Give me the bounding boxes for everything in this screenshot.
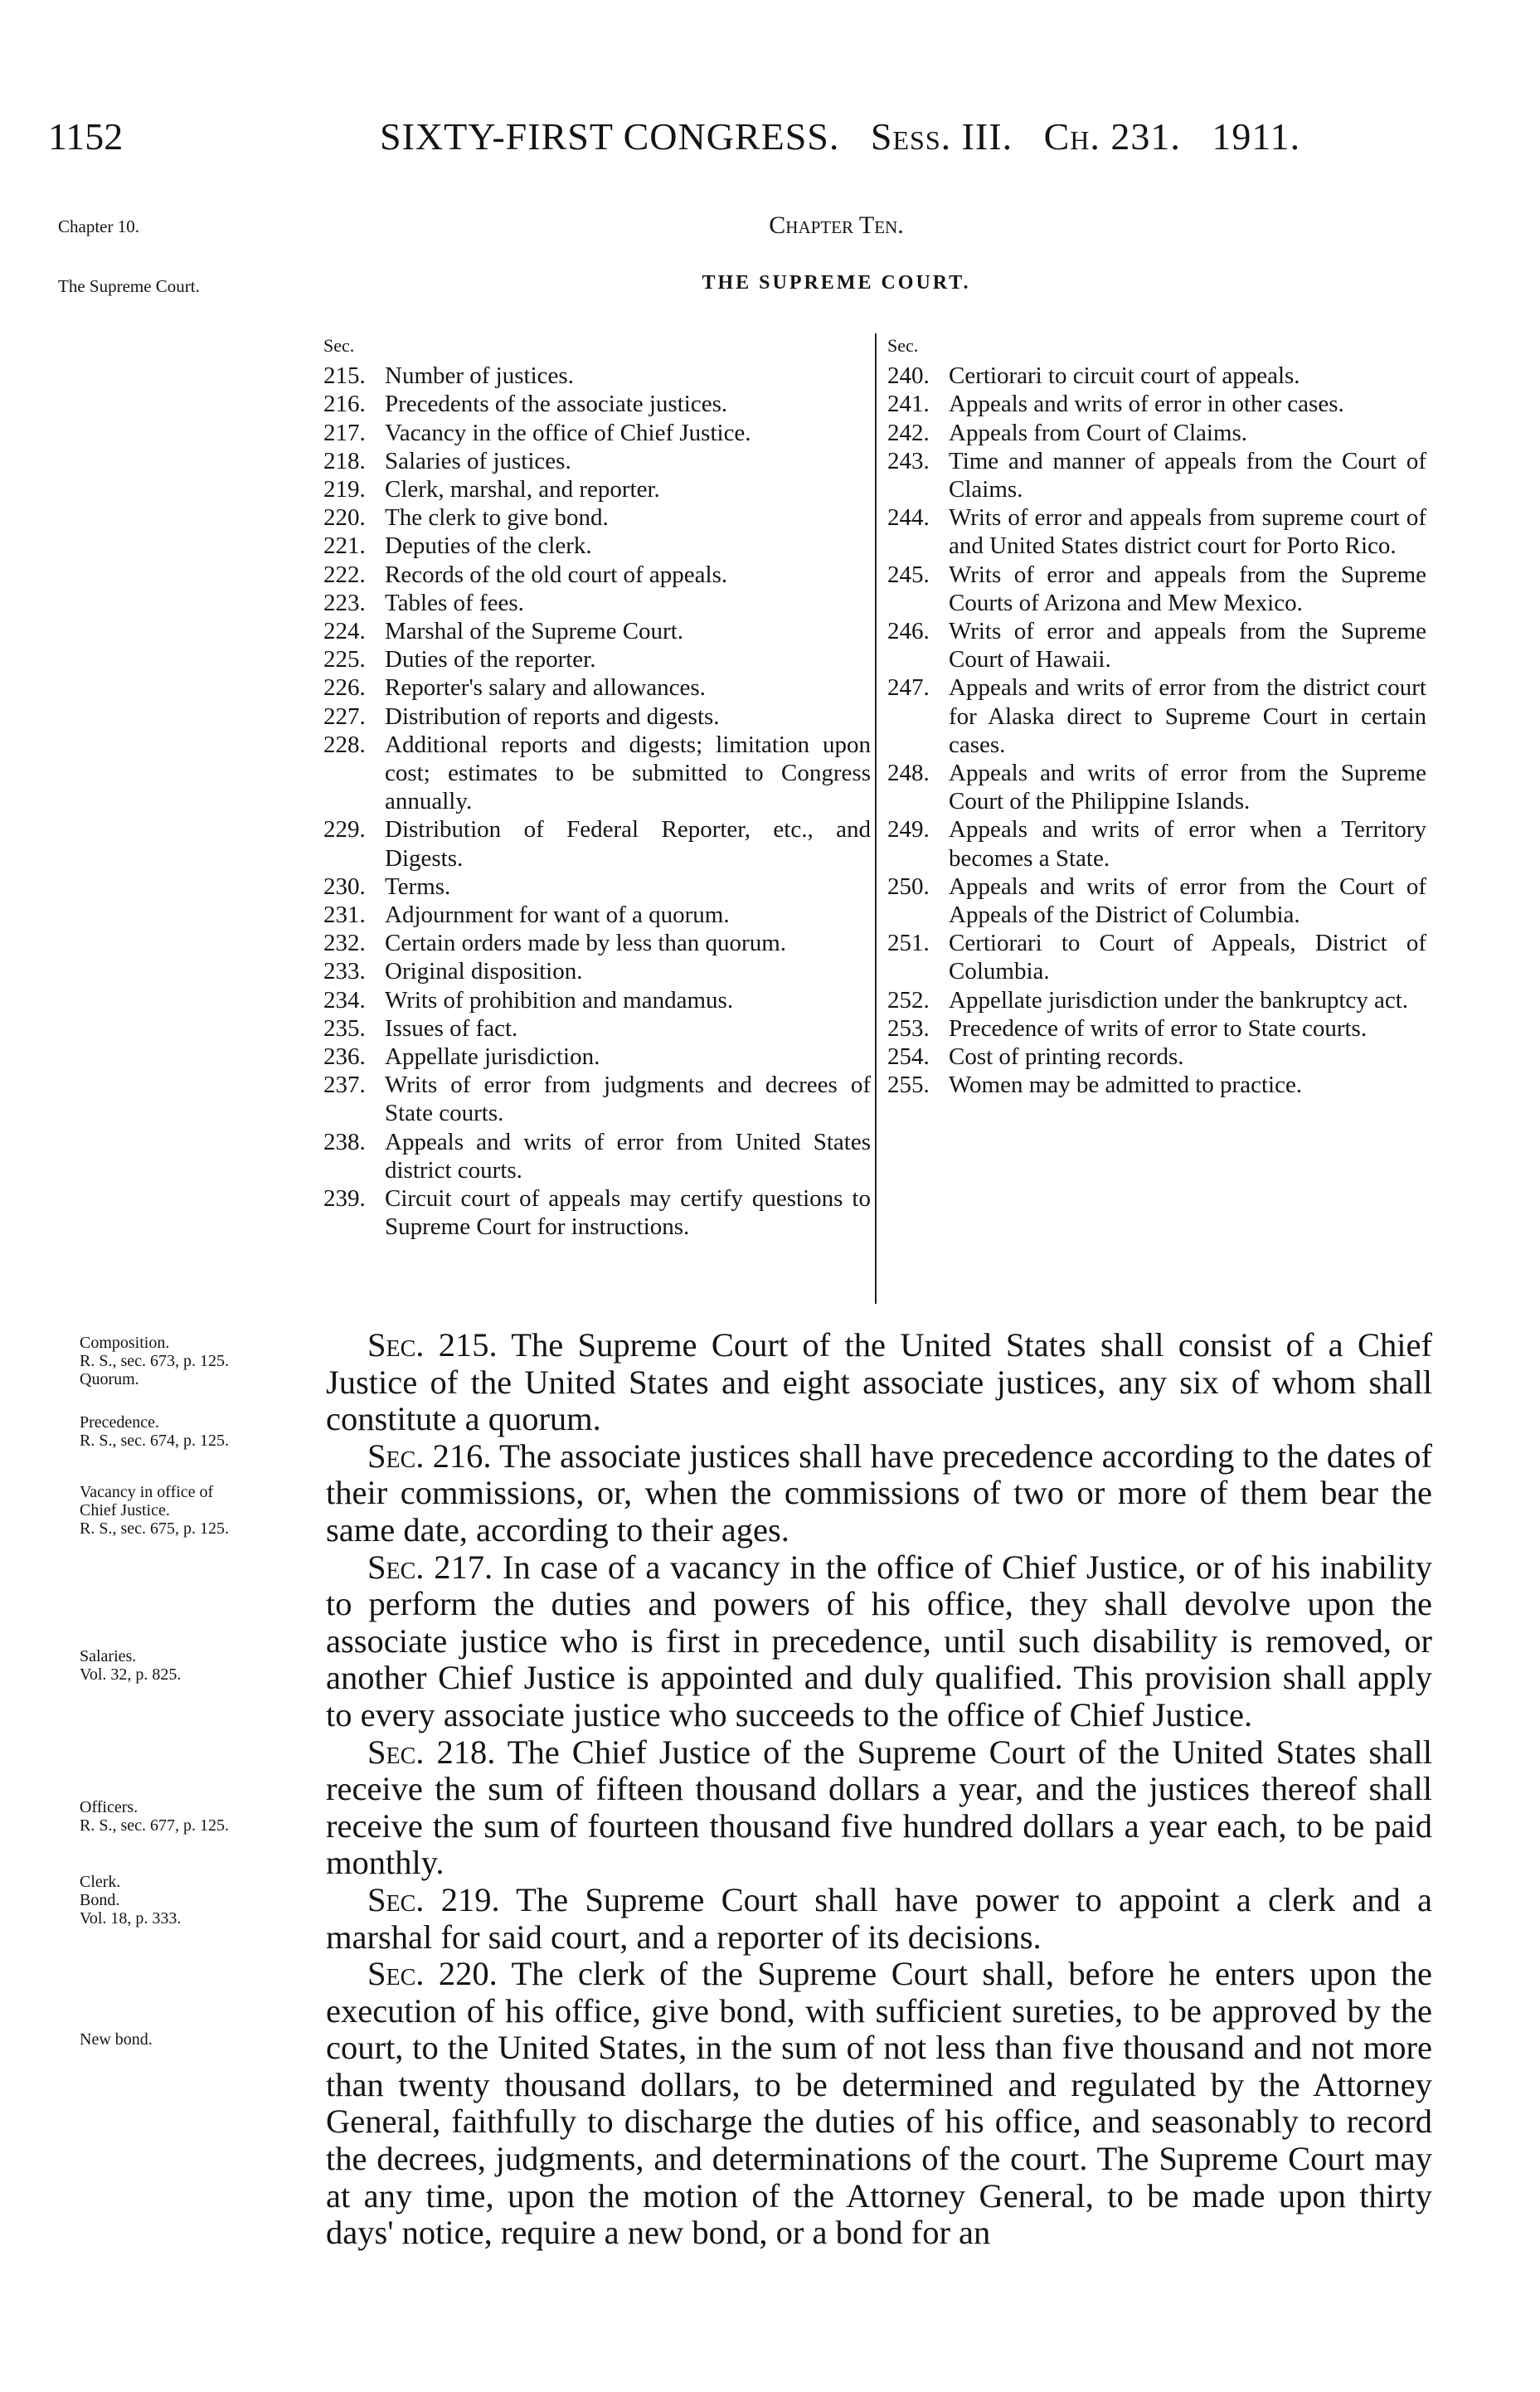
toc-entry bbox=[323, 617, 871, 645]
toc-entry-number: 251. bbox=[887, 930, 930, 957]
toc-entry bbox=[323, 703, 871, 731]
toc-entry-text: Cost of printing records. bbox=[949, 1043, 1184, 1071]
margin-note bbox=[80, 1873, 181, 1928]
toc-entry-text: Circuit court of appeals may certify questions to Supreme Court for instructions. bbox=[385, 1185, 871, 1241]
toc-entry bbox=[887, 1043, 1426, 1071]
toc-entry-text: Adjournment for want of a quorum. bbox=[385, 902, 730, 929]
toc-entry bbox=[887, 390, 1426, 418]
toc-entry bbox=[323, 645, 871, 673]
toc-entry-text: Number of justices. bbox=[385, 362, 574, 390]
toc-entry bbox=[323, 362, 871, 390]
toc-entry-number: 227. bbox=[323, 703, 366, 730]
running-header bbox=[380, 114, 1300, 158]
toc-entry bbox=[887, 759, 1426, 815]
toc-entry-text: Writs of error and appeals from supreme court of and United States district court for Porto Rico. bbox=[949, 504, 1426, 560]
toc-entry bbox=[323, 1184, 871, 1241]
toc-entry-number: 252. bbox=[887, 986, 930, 1014]
toc-entry bbox=[887, 503, 1426, 560]
margin-note-line: Salaries. bbox=[80, 1647, 137, 1665]
toc-entry-number: 237. bbox=[323, 1072, 366, 1099]
section-text: In case of a vacancy in the office of Chief Justice, or of his inability to perform the duties and powers of his office, they shall devolve upon the associate justice who is first in precedence, until such disability is removed, or another Chief Justice is appointed and duly qualified. This provision shall apply to every associate justice who succeeds to the office of Chief Justice. bbox=[326, 1548, 1433, 1733]
section-text: The associate justices shall have precedence according to the dates of their commissions, or, when the commissions of two or more of them bear the same date, according to their ages. bbox=[326, 1437, 1432, 1548]
toc-entry-text: Distribution of reports and digests. bbox=[385, 703, 720, 730]
section-label: Sec. 220. bbox=[367, 1955, 498, 1993]
toc-entry-number: 244. bbox=[887, 504, 930, 532]
toc-entry bbox=[887, 929, 1426, 985]
header-year: 1911. bbox=[1212, 115, 1301, 158]
chapter-heading: Chapter Ten. bbox=[769, 211, 904, 239]
toc-entry-text: Writs of prohibition and mandamus. bbox=[385, 986, 734, 1014]
toc-entry-number: 230. bbox=[323, 873, 366, 900]
section-paragraph bbox=[326, 1734, 1432, 1882]
toc-entry bbox=[323, 475, 871, 503]
toc-entry bbox=[323, 901, 871, 929]
toc-entry-number: 246. bbox=[887, 618, 930, 645]
toc-entry-text: Tables of fees. bbox=[385, 589, 524, 616]
toc-entry-number: 236. bbox=[323, 1043, 366, 1071]
section-label: Sec. 215. bbox=[367, 1326, 498, 1364]
toc-entry bbox=[323, 731, 871, 816]
toc-divider bbox=[875, 333, 877, 1304]
toc-entry-number: 234. bbox=[323, 986, 366, 1014]
header-session: Sess. III. bbox=[870, 115, 1013, 158]
toc-entry bbox=[323, 673, 871, 702]
toc-entry bbox=[323, 873, 871, 901]
subject-margin-label: The Supreme Court. bbox=[58, 276, 200, 296]
toc-entry bbox=[887, 362, 1426, 390]
toc-entry-text: Time and manner of appeals from the Court of Claims. bbox=[949, 447, 1426, 503]
margin-note-line: Officers. bbox=[80, 1798, 138, 1816]
toc-entry-text: Additional reports and digests; limitation upon cost; estimates to be submitted to Congress annually. bbox=[385, 731, 871, 815]
toc-entry-text: Writs of error and appeals from the Supreme Court of Hawaii. bbox=[949, 618, 1426, 673]
margin-note-line: Quorum. bbox=[80, 1370, 139, 1388]
toc-entry-text: Appeals from Court of Claims. bbox=[949, 419, 1248, 446]
toc-entry-number: 222. bbox=[323, 561, 366, 588]
toc-entry-text: Writs of error and appeals from the Supreme Courts of Arizona and Mew Mexico. bbox=[949, 561, 1426, 616]
toc-entry bbox=[887, 1071, 1426, 1099]
toc-entry-text: Terms. bbox=[385, 873, 451, 900]
toc-entry bbox=[323, 1043, 871, 1071]
statute-body bbox=[326, 1327, 1432, 2252]
toc-entry-number: 250. bbox=[887, 873, 930, 900]
toc-entry bbox=[323, 929, 871, 957]
toc-entry-text: Certiorari to circuit court of appeals. bbox=[949, 362, 1300, 390]
toc-entry bbox=[887, 617, 1426, 673]
section-text: The clerk of the Supreme Court shall, before he enters upon the execution of his office, give bond, with sufficient sureties, to be approved by the court, to the United States, in the sum of not less than five thousand and not more than twenty thousand dollars, to be determined and regulated by the Attorney General, faithfully to discharge the duties of his office, and seasonably to record the decrees, judgments, and determinations of the court. The Supreme Court may at any time, upon the motion of the Attorney General, to be made upon thirty days' notice, require a new bond, or a bond for an bbox=[326, 1955, 1432, 2252]
toc-entry-number: 248. bbox=[887, 760, 930, 787]
toc-sec-label-right: Sec. bbox=[887, 335, 919, 356]
margin-note bbox=[80, 2030, 153, 2049]
toc-entry bbox=[323, 815, 871, 872]
section-label: Sec. 218. bbox=[367, 1733, 496, 1771]
section-text: The Chief Justice of the Supreme Court of the United States shall receive the sum of fifteen thousand dollars a year, and the justices thereof shall receive the sum of fourteen thousand five hundred dollars a year each, to be paid monthly. bbox=[326, 1733, 1432, 1882]
margin-note-line: Precedence. bbox=[80, 1413, 160, 1432]
toc-entry-number: 238. bbox=[323, 1128, 366, 1155]
toc-entry bbox=[887, 1014, 1426, 1043]
toc-entry-number: 253. bbox=[887, 1014, 930, 1042]
section-label: Sec. 217. bbox=[367, 1548, 493, 1586]
toc-entry-number: 241. bbox=[887, 391, 930, 418]
margin-note-line: R. S., sec. 675, p. 125. bbox=[80, 1519, 229, 1538]
toc-entry-text: Women may be admitted to practice. bbox=[949, 1072, 1303, 1099]
toc-entry-number: 220. bbox=[323, 504, 366, 532]
toc-entry-text: Appeals and writs of error from the Supreme Court of the Philippine Islands. bbox=[949, 760, 1426, 815]
toc-entry-text: Certiorari to Court of Appeals, District of Columbia. bbox=[949, 930, 1426, 985]
toc-entry-number: 247. bbox=[887, 674, 930, 702]
margin-note bbox=[80, 1483, 229, 1538]
toc-entry bbox=[323, 390, 871, 418]
toc-entry bbox=[323, 561, 871, 589]
toc-entry-number: 249. bbox=[887, 816, 930, 844]
toc-entry-text: Original disposition. bbox=[385, 958, 583, 985]
toc-sec-label: Sec. bbox=[323, 335, 355, 356]
toc-entry bbox=[323, 447, 871, 475]
toc-entry bbox=[887, 873, 1426, 929]
toc-entry-text: Salaries of justices. bbox=[385, 447, 571, 474]
margin-note-line: Clerk. bbox=[80, 1873, 121, 1891]
section-paragraph bbox=[326, 1549, 1432, 1734]
toc-entry-text: Distribution of Federal Reporter, etc., and Digests. bbox=[385, 816, 871, 872]
header-chapter: Ch. 231. bbox=[1043, 115, 1181, 158]
margin-note bbox=[80, 1798, 229, 1835]
toc-entry-text: Duties of the reporter. bbox=[385, 646, 596, 673]
toc-entry bbox=[323, 589, 871, 617]
toc-entry bbox=[887, 673, 1426, 759]
toc-entry-text: Appeals and writs of error from United States district courts. bbox=[385, 1128, 871, 1184]
toc-entry bbox=[323, 986, 871, 1014]
toc-entry-number: 229. bbox=[323, 816, 366, 844]
margin-note-line: Vol. 32, p. 825. bbox=[80, 1665, 182, 1684]
margin-note-line: Vacancy in office of bbox=[80, 1483, 214, 1501]
toc-entry bbox=[323, 1128, 871, 1184]
toc-entry-number: 240. bbox=[887, 362, 930, 390]
toc-entry bbox=[887, 815, 1426, 872]
toc-entry bbox=[323, 532, 871, 560]
toc-entry-number: 224. bbox=[323, 618, 366, 645]
toc-entry-text: Appeals and writs of error when a Territory becomes a State. bbox=[949, 816, 1426, 872]
margin-note-line: Vol. 18, p. 333. bbox=[80, 1909, 182, 1928]
page-number: 1152 bbox=[48, 115, 124, 158]
toc-entry-text: Reporter's salary and allowances. bbox=[385, 674, 706, 702]
toc-entry bbox=[323, 1014, 871, 1043]
toc-entry-text: Clerk, marshal, and reporter. bbox=[385, 476, 660, 503]
margin-note bbox=[80, 1334, 229, 1388]
toc-entry-number: 233. bbox=[323, 958, 366, 985]
toc-left-column bbox=[323, 332, 871, 1242]
toc-entry-number: 231. bbox=[323, 902, 366, 929]
toc-entry-text: Vacancy in the office of Chief Justice. bbox=[385, 419, 751, 446]
toc-entry-number: 254. bbox=[887, 1043, 930, 1071]
section-text: The Supreme Court shall have power to appoint a clerk and a marshal for said court, and a reporter of its decisions. bbox=[326, 1880, 1432, 1956]
section-label: Sec. 219. bbox=[367, 1880, 500, 1918]
margin-note-line: Chief Justice. bbox=[80, 1501, 170, 1519]
toc-entry bbox=[887, 447, 1426, 503]
toc-entry-text: Marshal of the Supreme Court. bbox=[385, 618, 684, 645]
toc-entry bbox=[887, 561, 1426, 617]
toc-entry-number: 221. bbox=[323, 532, 366, 560]
toc-entry-text: Appellate jurisdiction. bbox=[385, 1043, 600, 1071]
margin-note-line: Composition. bbox=[80, 1334, 170, 1352]
toc-entry-number: 226. bbox=[323, 674, 366, 702]
toc-entry-number: 245. bbox=[887, 561, 930, 588]
toc-entry-text: Precedents of the associate justices. bbox=[385, 391, 728, 418]
toc-entry-number: 243. bbox=[887, 447, 930, 474]
margin-note-line: Bond. bbox=[80, 1891, 120, 1909]
toc-entry-number: 225. bbox=[323, 646, 366, 673]
toc-entry-number: 235. bbox=[323, 1014, 366, 1042]
toc-entry bbox=[323, 957, 871, 985]
toc-entry-number: 228. bbox=[323, 731, 366, 758]
chapter-margin-label: Chapter 10. bbox=[58, 216, 139, 236]
subject-heading: THE SUPREME COURT. bbox=[702, 272, 971, 294]
toc-entry-number: 239. bbox=[323, 1185, 366, 1213]
toc-entry-number: 242. bbox=[887, 419, 930, 446]
header-title: SIXTY-FIRST CONGRESS. bbox=[380, 115, 840, 158]
section-paragraph bbox=[326, 1438, 1432, 1549]
section-label: Sec. 216. bbox=[367, 1437, 492, 1475]
toc-entry-text: Deputies of the clerk. bbox=[385, 532, 592, 560]
section-paragraph bbox=[326, 1956, 1432, 2252]
margin-note bbox=[80, 1413, 229, 1450]
toc-entry-number: 215. bbox=[323, 362, 366, 390]
toc-right-column bbox=[887, 332, 1426, 1099]
toc-entry-text: Certain orders made by less than quorum. bbox=[385, 930, 787, 957]
toc-entry-text: Records of the old court of appeals. bbox=[385, 561, 728, 588]
toc-entry-text: Appellate jurisdiction under the bankruptcy act. bbox=[949, 986, 1409, 1014]
section-paragraph bbox=[326, 1327, 1432, 1438]
toc-entry-number: 255. bbox=[887, 1072, 930, 1099]
toc-entry-text: Appeals and writs of error from the district court for Alaska direct to Supreme Court in certain cases. bbox=[949, 674, 1426, 758]
toc-entry-number: 217. bbox=[323, 419, 366, 446]
toc-entry-number: 232. bbox=[323, 930, 366, 957]
margin-note-line: R. S., sec. 677, p. 125. bbox=[80, 1816, 229, 1835]
section-paragraph bbox=[326, 1882, 1432, 1956]
margin-note-line: R. S., sec. 673, p. 125. bbox=[80, 1352, 229, 1370]
toc-entry bbox=[323, 503, 871, 532]
toc-entry-number: 218. bbox=[323, 447, 366, 474]
margin-note-line: New bond. bbox=[80, 2030, 153, 2049]
toc-entry-text: The clerk to give bond. bbox=[385, 504, 609, 532]
toc-entry bbox=[323, 419, 871, 447]
toc-entry-text: Precedence of writs of error to State courts. bbox=[949, 1014, 1368, 1042]
toc-entry bbox=[887, 986, 1426, 1014]
toc-entry-text: Appeals and writs of error from the Court of Appeals of the District of Columbia. bbox=[949, 873, 1426, 929]
toc-entry-text: Issues of fact. bbox=[385, 1014, 518, 1042]
margin-note-line: R. S., sec. 674, p. 125. bbox=[80, 1432, 229, 1450]
toc-entry-text: Writs of error from judgments and decrees of State courts. bbox=[385, 1072, 871, 1127]
toc-entry bbox=[887, 419, 1426, 447]
toc-entry-number: 216. bbox=[323, 391, 366, 418]
margin-note bbox=[80, 1647, 181, 1684]
toc-entry-number: 223. bbox=[323, 589, 366, 616]
toc-entry-number: 219. bbox=[323, 476, 366, 503]
toc-entry bbox=[323, 1071, 871, 1127]
toc-entry-text: Appeals and writs of error in other cases. bbox=[949, 391, 1344, 418]
section-text: The Supreme Court of the United States shall consist of a Chief Justice of the United States and eight associate justices, any six of whom shall constitute a quorum. bbox=[326, 1326, 1432, 1438]
